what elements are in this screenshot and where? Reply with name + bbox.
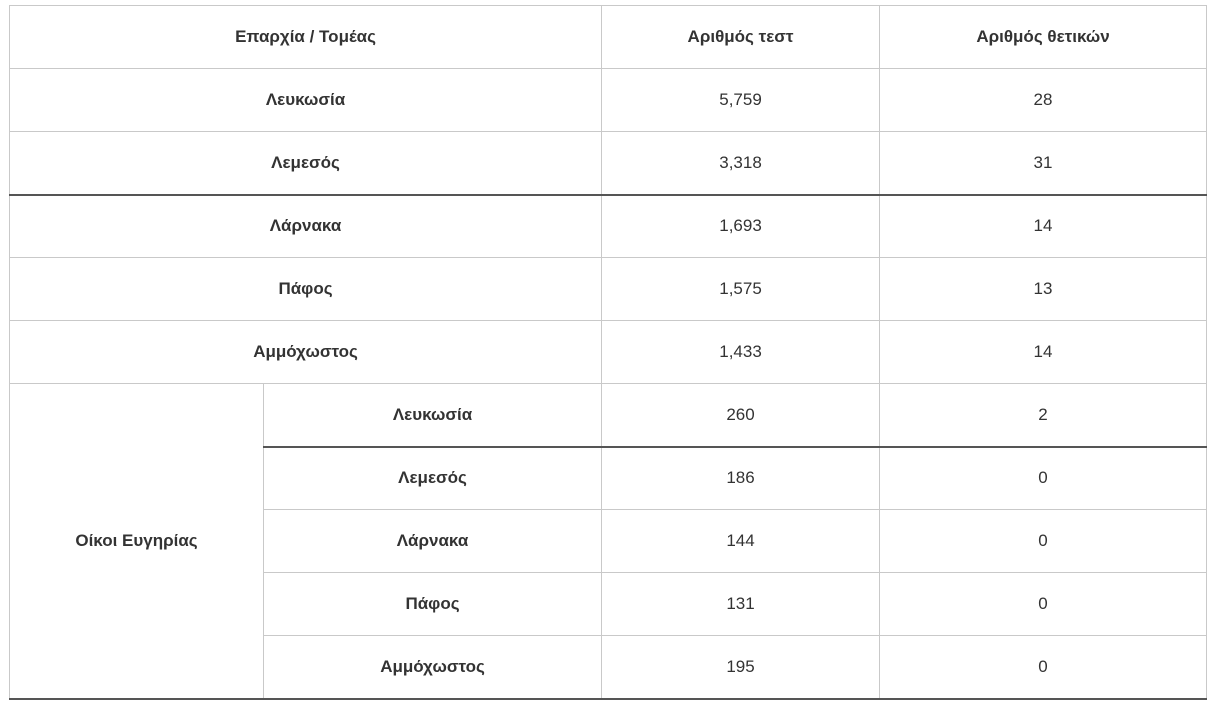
positives-cell: 14 (880, 321, 1207, 384)
subregion-cell: Αμμόχωστος (264, 636, 602, 699)
header-region: Επαρχία / Τομέας (10, 6, 602, 69)
tests-cell: 1,693 (602, 195, 880, 258)
tests-cell: 5,759 (602, 69, 880, 132)
positives-cell: 0 (880, 447, 1207, 510)
subregion-cell: Λευκωσία (264, 384, 602, 447)
subregion-cell: Λάρνακα (264, 510, 602, 573)
table-header-row (10, 6, 1207, 69)
tests-cell: 260 (602, 384, 880, 447)
tests-cell: 186 (602, 447, 880, 510)
positives-cell: 13 (880, 258, 1207, 321)
positives-cell: 0 (880, 510, 1207, 573)
region-cell: Αμμόχωστος (10, 321, 602, 384)
table-row (10, 69, 1207, 132)
tests-cell: 195 (602, 636, 880, 699)
tests-cell: 3,318 (602, 132, 880, 195)
table-row (10, 195, 1207, 258)
table-row (10, 321, 1207, 384)
tests-cell: 131 (602, 573, 880, 636)
header-tests: Αριθμός τεστ (602, 6, 880, 69)
positives-cell: 2 (880, 384, 1207, 447)
covid-tests-table (9, 5, 1207, 700)
group-label-cell: Οίκοι Ευγηρίας (10, 384, 264, 699)
region-cell: Λάρνακα (10, 195, 602, 258)
header-positives: Αριθμός θετικών (880, 6, 1207, 69)
positives-cell: 0 (880, 636, 1207, 699)
region-cell: Λευκωσία (10, 69, 602, 132)
subregion-cell: Λεμεσός (264, 447, 602, 510)
tests-cell: 144 (602, 510, 880, 573)
table-row (10, 258, 1207, 321)
subregion-cell: Πάφος (264, 573, 602, 636)
table-row (10, 132, 1207, 195)
positives-cell: 28 (880, 69, 1207, 132)
region-cell: Πάφος (10, 258, 602, 321)
tests-cell: 1,433 (602, 321, 880, 384)
positives-cell: 31 (880, 132, 1207, 195)
tests-cell: 1,575 (602, 258, 880, 321)
region-cell: Λεμεσός (10, 132, 602, 195)
table-row (10, 384, 1207, 447)
positives-cell: 14 (880, 195, 1207, 258)
positives-cell: 0 (880, 573, 1207, 636)
